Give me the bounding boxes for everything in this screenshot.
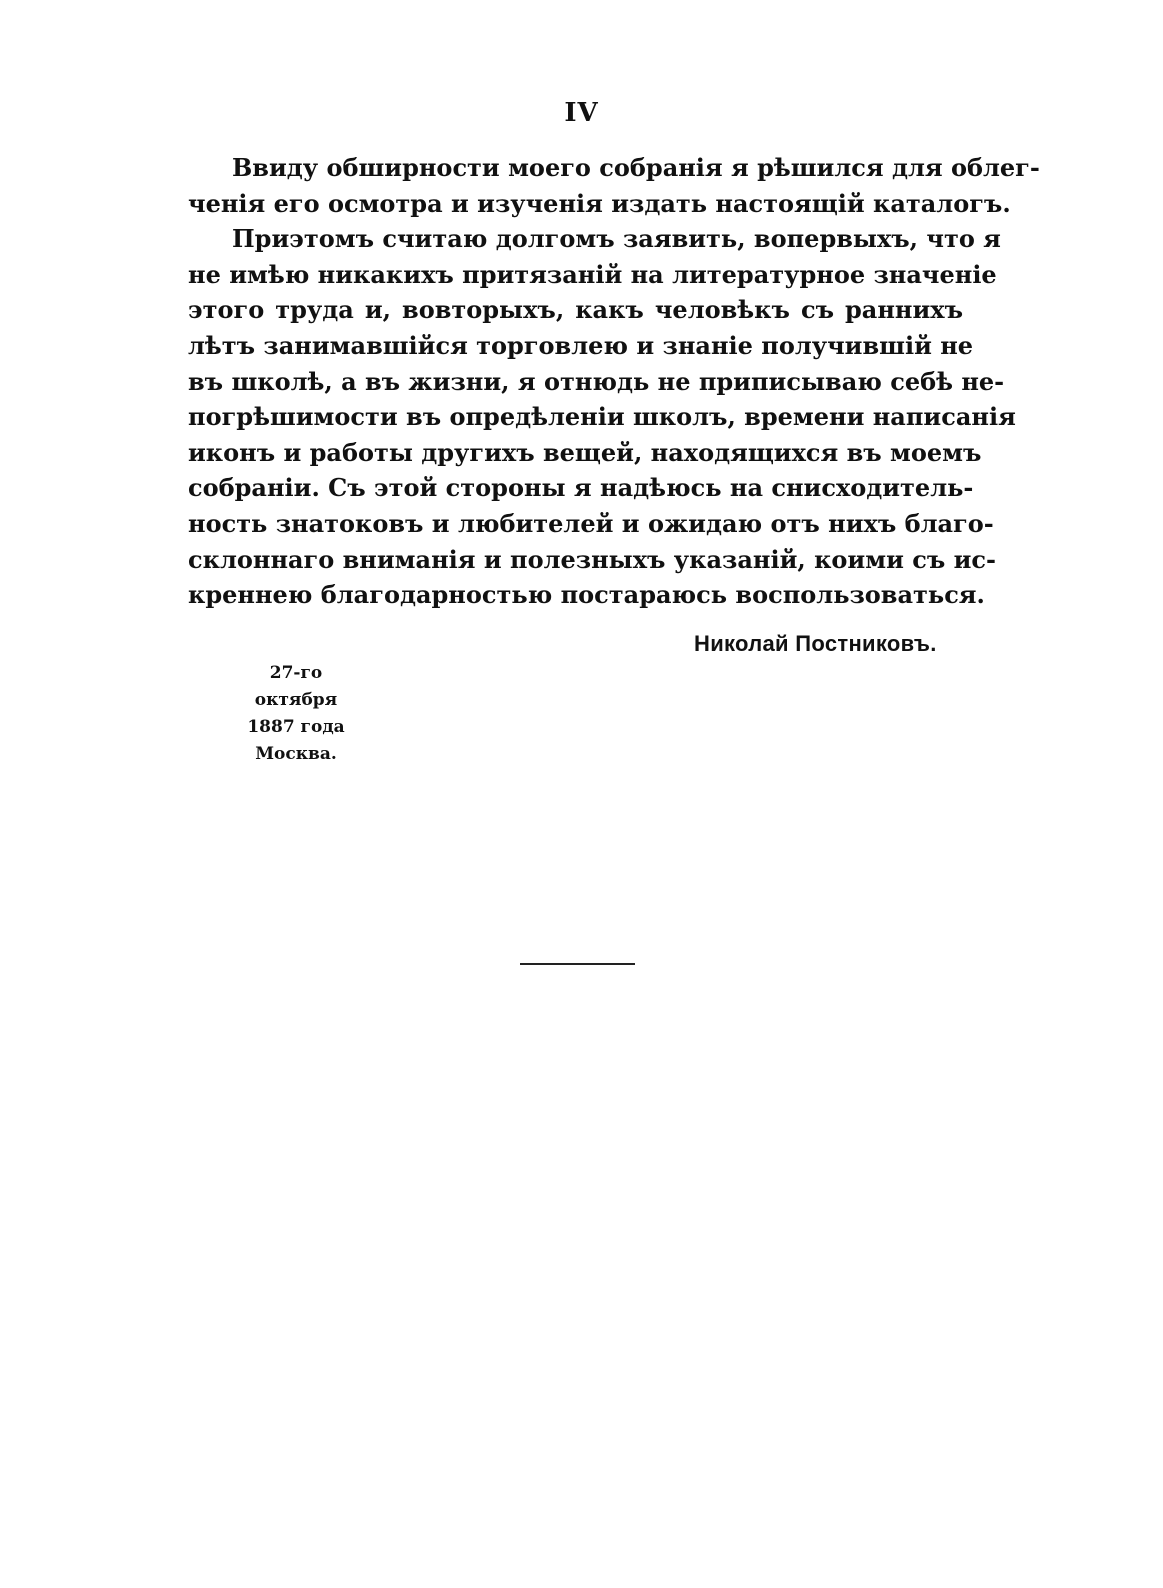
date-place-block bbox=[228, 660, 364, 768]
page-number: IV bbox=[564, 98, 599, 128]
text-line: собранiи. Съ этой стороны я надѣюсь на снисходитель- bbox=[188, 473, 974, 503]
text-line: креннею благодарностью постараюсь воспользоваться. bbox=[188, 580, 985, 610]
text-line: не имѣю никакихъ притязанiй на литературное значенiе bbox=[188, 259, 997, 289]
text-line: погрѣшимости въ опредѣленiи школъ, времени написанiя bbox=[188, 402, 1016, 432]
date-year: 1887 года bbox=[247, 717, 345, 737]
date-day-month: 27-го октября bbox=[254, 663, 338, 710]
text-line: ность знатоковъ и любителей и ожидаю отъ нихъ благо- bbox=[188, 508, 994, 538]
body-text bbox=[188, 150, 1040, 613]
text-line: въ школѣ, а въ жизни, я отнюдь не приписываю себѣ не- bbox=[188, 366, 1005, 396]
text-line: Приэтомъ считаю долгомъ заявить, вопервыхъ, что я bbox=[232, 224, 1001, 254]
section-divider bbox=[520, 963, 635, 965]
paragraph-2 bbox=[188, 221, 1016, 613]
text-line: ченiя его осмотра и изученiя издать настоящiй каталогъ. bbox=[188, 188, 1011, 218]
text-line: этого труда и, вовторыхъ, какъ человѣкъ съ раннихъ bbox=[188, 295, 963, 325]
text-line: склоннаго вниманiя и полезныхъ указанiй, коими съ ис- bbox=[188, 544, 996, 574]
text-line: лѣтъ занимавшiйся торговлею и знанiе получившiй не bbox=[188, 330, 974, 360]
author-signature: Николай Постниковъ. bbox=[694, 631, 937, 656]
text-line: иконъ и работы другихъ вещей, находящихся въ моемъ bbox=[188, 437, 982, 467]
date-place: Москва. bbox=[255, 744, 337, 764]
paragraph-1 bbox=[188, 150, 1040, 221]
text-line: Ввиду обширности моего собранiя я рѣшился для облег- bbox=[232, 153, 1040, 182]
